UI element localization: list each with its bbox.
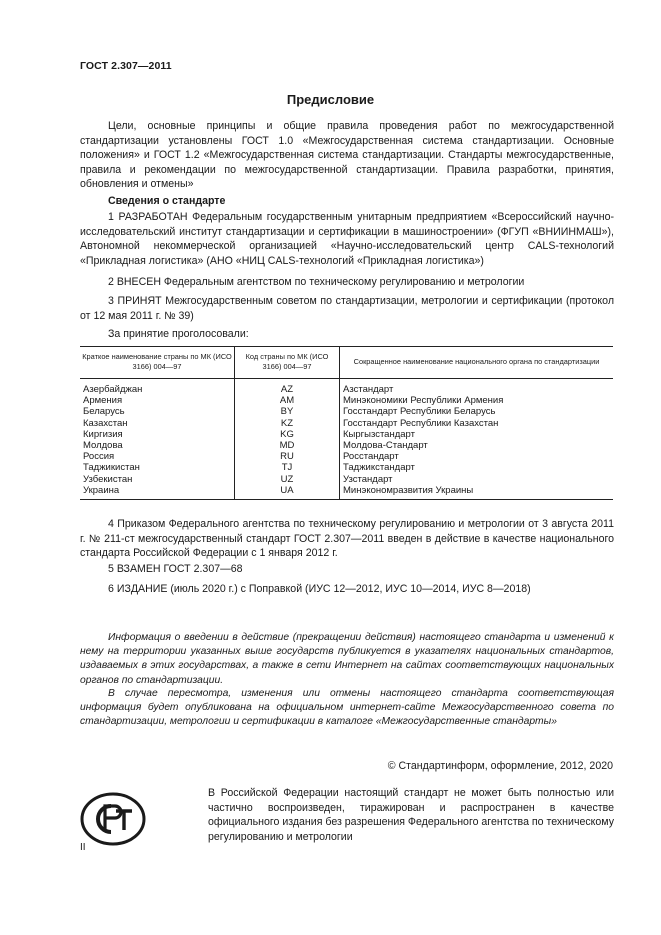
document-id: ГОСТ 2.307—2011	[80, 60, 172, 72]
revision-notice: В случае пересмотра, изменения или отмены настоящего стандарта соответствующая информация будет опубликована на официальном интернет-сайте Межгосударственного совета по стандартизации, метрологии и сертификации в каталоге «Межгосударственные стандарты»	[80, 688, 614, 728]
section-heading: Сведения о стандарте	[108, 195, 226, 207]
column-header-code: Код страны по МК (ИСО 3166) 004—97	[235, 347, 340, 379]
code-cell: TJ	[235, 462, 340, 473]
body-cell: Госстандарт Республики Казахстан	[340, 418, 614, 429]
code-cell: UA	[235, 485, 340, 500]
country-cell: Киргизия	[83, 428, 123, 440]
table-row	[80, 485, 613, 500]
table-row	[80, 379, 613, 396]
code-cell: MD	[235, 440, 340, 451]
body-cell: Кыргызстандарт	[340, 429, 614, 440]
page-number: II	[80, 842, 86, 853]
info-notice: Информация о введении в действие (прекращении действия) настоящего стандарта и изменений к нему на территории указанных выше государств публикуется в указателях национальных стандартов, издаваемых в этих государствах, а также в сети Интернет на сайтах соответствующих национальных органов по стандартизации.	[80, 632, 614, 686]
body-cell: Азстандарт	[340, 379, 614, 396]
country-cell: Таджикистан	[83, 462, 140, 474]
body-cell: Узстандарт	[340, 474, 614, 485]
country-cell: Узбекистан	[83, 473, 133, 485]
body-cell: Молдова-Стандарт	[340, 440, 614, 451]
country-cell: Молдова	[83, 440, 123, 452]
code-cell: AZ	[235, 379, 340, 396]
item-1-paragraph: 1 РАЗРАБОТАН Федеральным государственным унитарным предприятием «Всероссийский научно-исследовательский институт стандартизации и сертификации в машиностроении» (ФГУП «ВНИИНМАШ»), Автономной некоммерческой организацией «Научно-исследовательский центр CALS-технологий «Прикладная логистика» (АНО «НИЦ CALS-технологий «Прикладная логистика»)	[80, 211, 614, 267]
table-row	[80, 406, 613, 417]
country-cell: Украина	[80, 485, 235, 500]
code-cell: RU	[235, 451, 340, 462]
table-body	[80, 379, 613, 500]
body-cell: Минэкономразвития Украины	[340, 485, 614, 500]
body-cell: Таджикстандарт	[340, 462, 614, 473]
code-cell: UZ	[235, 474, 340, 485]
table-row	[80, 440, 613, 451]
voting-table	[80, 346, 613, 500]
code-cell: KG	[235, 429, 340, 440]
table-row	[80, 395, 613, 406]
table-row	[80, 418, 613, 429]
page-title: Предисловие	[286, 92, 375, 107]
item-5-paragraph: 5 ВЗАМЕН ГОСТ 2.307—68	[108, 563, 243, 575]
column-header-country: Краткое наименование страны по МК (ИСО 3166) 004—97	[80, 347, 235, 379]
country-cell: Россия	[83, 451, 115, 463]
body-cell: Росстандарт	[340, 451, 614, 462]
item-2-paragraph: 2 ВНЕСЕН Федеральным агентством по техническому регулированию и метрологии	[108, 276, 525, 288]
column-header-body: Сокращенное наименование национального органа по стандартизации	[340, 347, 614, 379]
item-4-paragraph: 4 Приказом Федерального агентства по техническому регулированию и метрологии от 3 августа 2011 г. № 211-ст межгосударственный стандарт ГОСТ 2.307—2011 введен в действие в качестве национального стандарта Российской Федерации с 1 января 2012 г.	[80, 518, 614, 560]
copyright-line: © Стандартинформ, оформление, 2012, 2020	[387, 760, 613, 772]
item-6-paragraph: 6 ИЗДАНИЕ (июль 2020 г.) с Поправкой (ИУС 12—2012, ИУС 10—2014, ИУС 8—2018)	[108, 583, 531, 595]
code-cell: KZ	[235, 418, 340, 429]
table-row	[80, 451, 613, 462]
rights-notice: В Российской Федерации настоящий стандарт не может быть полностью или частично воспроизведен, тиражирован и распространен в качестве официального издания без разрешения Федерального агентства по техническому регулированию и метрологии	[208, 787, 614, 843]
code-cell: BY	[235, 406, 340, 417]
voted-label: За принятие проголосовали:	[108, 328, 249, 340]
country-cell: Армения	[83, 395, 123, 407]
country-cell: Азербайджан	[83, 384, 143, 395]
table-row	[80, 474, 613, 485]
country-cell: Беларусь	[83, 406, 125, 418]
table-header-row	[80, 347, 613, 379]
table-row	[80, 462, 613, 473]
pct-certification-mark-icon	[80, 786, 146, 852]
body-cell: Госстандарт Республики Беларусь	[340, 406, 614, 417]
intro-paragraph: Цели, основные принципы и общие правила проведения работ по межгосударственной стандартизации установлены ГОСТ 1.0 «Межгосударственная система стандартизации. Основные положения» и ГОСТ 1.2 «Межгосударственная система стандартизации. Стандарты межгосударственные, правила и рекомендации по межгосударственной стандартизации. Правила разработки, принятия, обновления и отмены»	[80, 120, 614, 191]
code-cell: AM	[235, 395, 340, 406]
body-cell: Минэкономики Республики Армения	[340, 395, 614, 406]
table-row	[80, 429, 613, 440]
item-3-paragraph: 3 ПРИНЯТ Межгосударственным советом по стандартизации, метрологии и сертификации (протокол от 12 мая 2011 г. № 39)	[80, 295, 614, 322]
country-cell: Казахстан	[83, 417, 128, 429]
